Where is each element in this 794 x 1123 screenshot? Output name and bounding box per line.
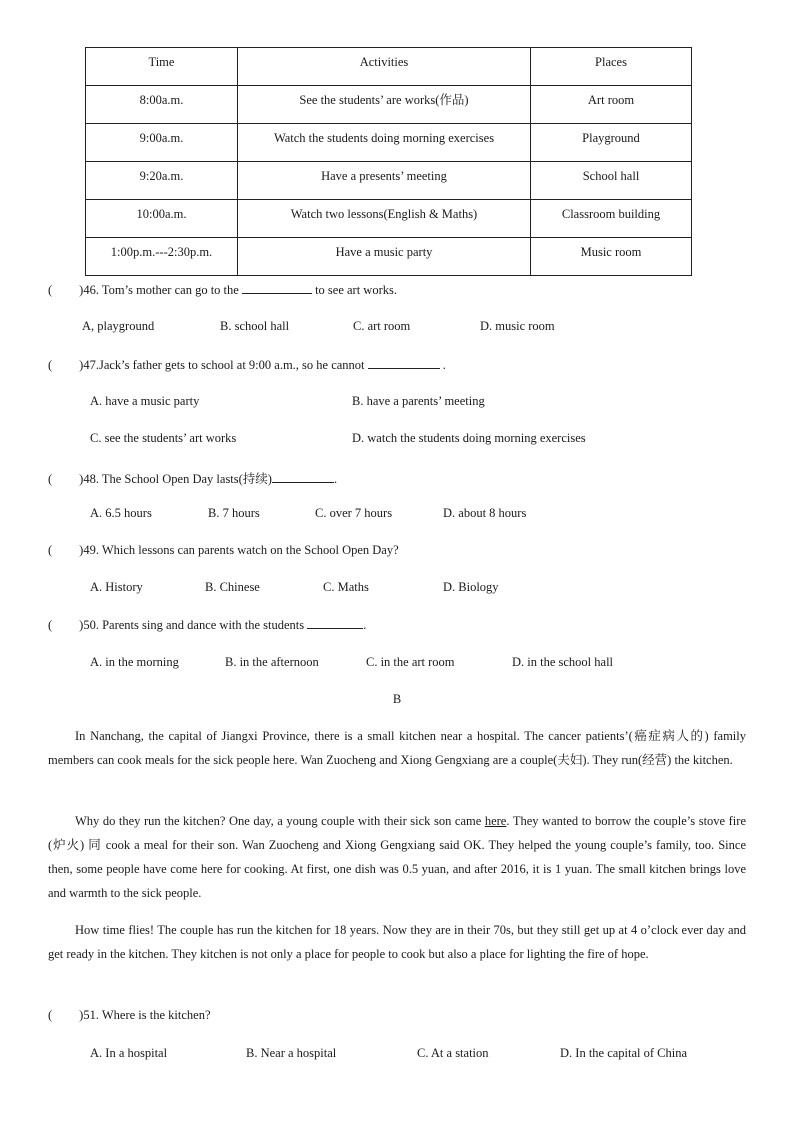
paragraph-text: Why do they run the kitchen? One day, a young couple with their sick son came xyxy=(75,814,485,828)
underlined-word: here xyxy=(484,814,507,828)
cell-place: Classroom building xyxy=(531,200,692,238)
answer-blank[interactable] xyxy=(307,617,363,629)
answer-paren-close: ) xyxy=(79,472,84,486)
option-a[interactable]: A. in the morning xyxy=(90,655,179,669)
paragraph-text: . They wanted to borrow the couple’s stove fire (炉火) 同 cook a meal for their son. Wan Zuocheng and Xiong Gengxiang said OK. They helped the young couple’s family, too. Since then, some people have come here for cooking. At first, one dish was 0.5 yuan, and after 2016, it is 1 yuan. The small kitchen brings love and warmth to the sick people. xyxy=(48,814,746,900)
option-c[interactable]: C. in the art room xyxy=(366,655,455,669)
table-row xyxy=(86,200,692,238)
answer-paren-open: ( xyxy=(48,618,53,632)
cell-place: Music room xyxy=(531,238,692,276)
cell-time: 10:00a.m. xyxy=(86,200,238,238)
option-a[interactable]: A. In a hospital xyxy=(90,1046,168,1060)
cell-activity: See the students’ are works(作品) xyxy=(238,86,531,124)
question-stem: 46. Tom’s mother can go to the xyxy=(83,283,239,297)
option-d[interactable]: D. in the school hall xyxy=(512,655,614,669)
option-d[interactable]: D. music room xyxy=(480,319,555,333)
option-a[interactable]: A. 6.5 hours xyxy=(90,506,152,520)
option-b[interactable]: B. have a parents’ meeting xyxy=(352,394,485,408)
option-d[interactable]: D. Biology xyxy=(443,580,499,594)
table-row xyxy=(86,86,692,124)
section-label-b: B xyxy=(392,692,402,706)
table-row xyxy=(86,124,692,162)
option-b[interactable]: B. school hall xyxy=(220,319,290,333)
option-a[interactable]: A, playground xyxy=(82,319,155,333)
passage-paragraph-3: How time flies! The couple has run the kitchen for 18 years. Now they are in their 70s, but they still get up at 4 o’clock ever day and get ready in the kitchen. They kitchen is not only a place for people to cook but also a place for lighting the fire of hope. xyxy=(48,923,746,961)
answer-paren-open: ( xyxy=(48,1008,53,1022)
option-a[interactable]: A. History xyxy=(90,580,143,594)
header-time: Time xyxy=(86,48,238,86)
cell-time: 8:00a.m. xyxy=(86,86,238,124)
question-stem: 49. Which lessons can parents watch on the School Open Day? xyxy=(83,543,399,557)
question-stem: 48. The School Open Day lasts(持续) xyxy=(83,472,272,486)
option-b[interactable]: B. in the afternoon xyxy=(225,655,319,669)
question-46 xyxy=(48,282,397,298)
option-d[interactable]: D. about 8 hours xyxy=(443,506,527,520)
header-activities: Activities xyxy=(238,48,531,86)
option-b[interactable]: B. Chinese xyxy=(205,580,260,594)
option-d[interactable]: D. In the capital of China xyxy=(560,1046,688,1060)
option-c[interactable]: C. At a station xyxy=(417,1046,489,1060)
table-header-row xyxy=(86,48,692,86)
answer-paren-close: ) xyxy=(79,1008,84,1022)
option-a[interactable]: A. have a music party xyxy=(90,394,200,408)
question-48 xyxy=(48,469,337,487)
cell-time: 9:00a.m. xyxy=(86,124,238,162)
header-places: Places xyxy=(531,48,692,86)
cell-place: Playground xyxy=(531,124,692,162)
question-stem: 47.Jack’s father gets to school at 9:00 a.m., so he cannot xyxy=(83,358,365,372)
option-b[interactable]: B. Near a hospital xyxy=(246,1046,337,1060)
option-c[interactable]: C. over 7 hours xyxy=(315,506,393,520)
table-row xyxy=(86,162,692,200)
option-b[interactable]: B. 7 hours xyxy=(208,506,260,520)
answer-paren-close: ) xyxy=(79,543,84,557)
cell-activity: Watch two lessons(English & Maths) xyxy=(238,200,531,238)
answer-paren-close: ) xyxy=(79,283,84,297)
cell-place: School hall xyxy=(531,162,692,200)
cell-activity: Have a presents’ meeting xyxy=(238,162,531,200)
answer-paren-close: ) xyxy=(79,618,84,632)
table-row xyxy=(86,238,692,276)
answer-blank[interactable] xyxy=(242,282,312,294)
cell-time: 9:20a.m. xyxy=(86,162,238,200)
question-stem-end: . xyxy=(363,618,367,632)
question-49 xyxy=(48,543,399,558)
cell-activity: Watch the students doing morning exercises xyxy=(238,124,531,162)
question-stem-end: . xyxy=(442,358,446,372)
answer-paren-open: ( xyxy=(48,283,53,297)
cell-activity: Have a music party xyxy=(238,238,531,276)
answer-blank[interactable] xyxy=(272,471,334,483)
answer-paren-open: ( xyxy=(48,543,53,557)
answer-blank[interactable] xyxy=(368,357,440,369)
schedule-table xyxy=(85,47,692,276)
option-c[interactable]: C. see the students’ art works xyxy=(90,431,237,445)
question-47 xyxy=(48,357,446,373)
option-c[interactable]: C. art room xyxy=(353,319,411,333)
question-stem-end: to see art works. xyxy=(315,283,397,297)
answer-paren-close: ) xyxy=(79,358,84,372)
answer-paren-open: ( xyxy=(48,472,53,486)
question-50 xyxy=(48,617,366,633)
question-stem: 51. Where is the kitchen? xyxy=(83,1008,211,1022)
question-51 xyxy=(48,1008,211,1023)
passage-paragraph-1: In Nanchang, the capital of Jiangxi Province, there is a small kitchen near a hospital. The cancer patients’(癌症病人的) family members can cook meals for the sick people here. Wan Zuocheng and Xiong Gengxiang are a couple(夫妇). They run(经营) the kitchen. xyxy=(48,729,746,767)
question-stem-end: . xyxy=(333,472,338,486)
cell-time: 1:00p.m.---2:30p.m. xyxy=(86,238,238,276)
cell-place: Art room xyxy=(531,86,692,124)
option-c[interactable]: C. Maths xyxy=(323,580,369,594)
answer-paren-open: ( xyxy=(48,358,53,372)
question-stem: 50. Parents sing and dance with the students xyxy=(83,618,305,632)
passage-paragraph-2 xyxy=(48,809,746,905)
option-d[interactable]: D. watch the students doing morning exercises xyxy=(352,431,586,445)
